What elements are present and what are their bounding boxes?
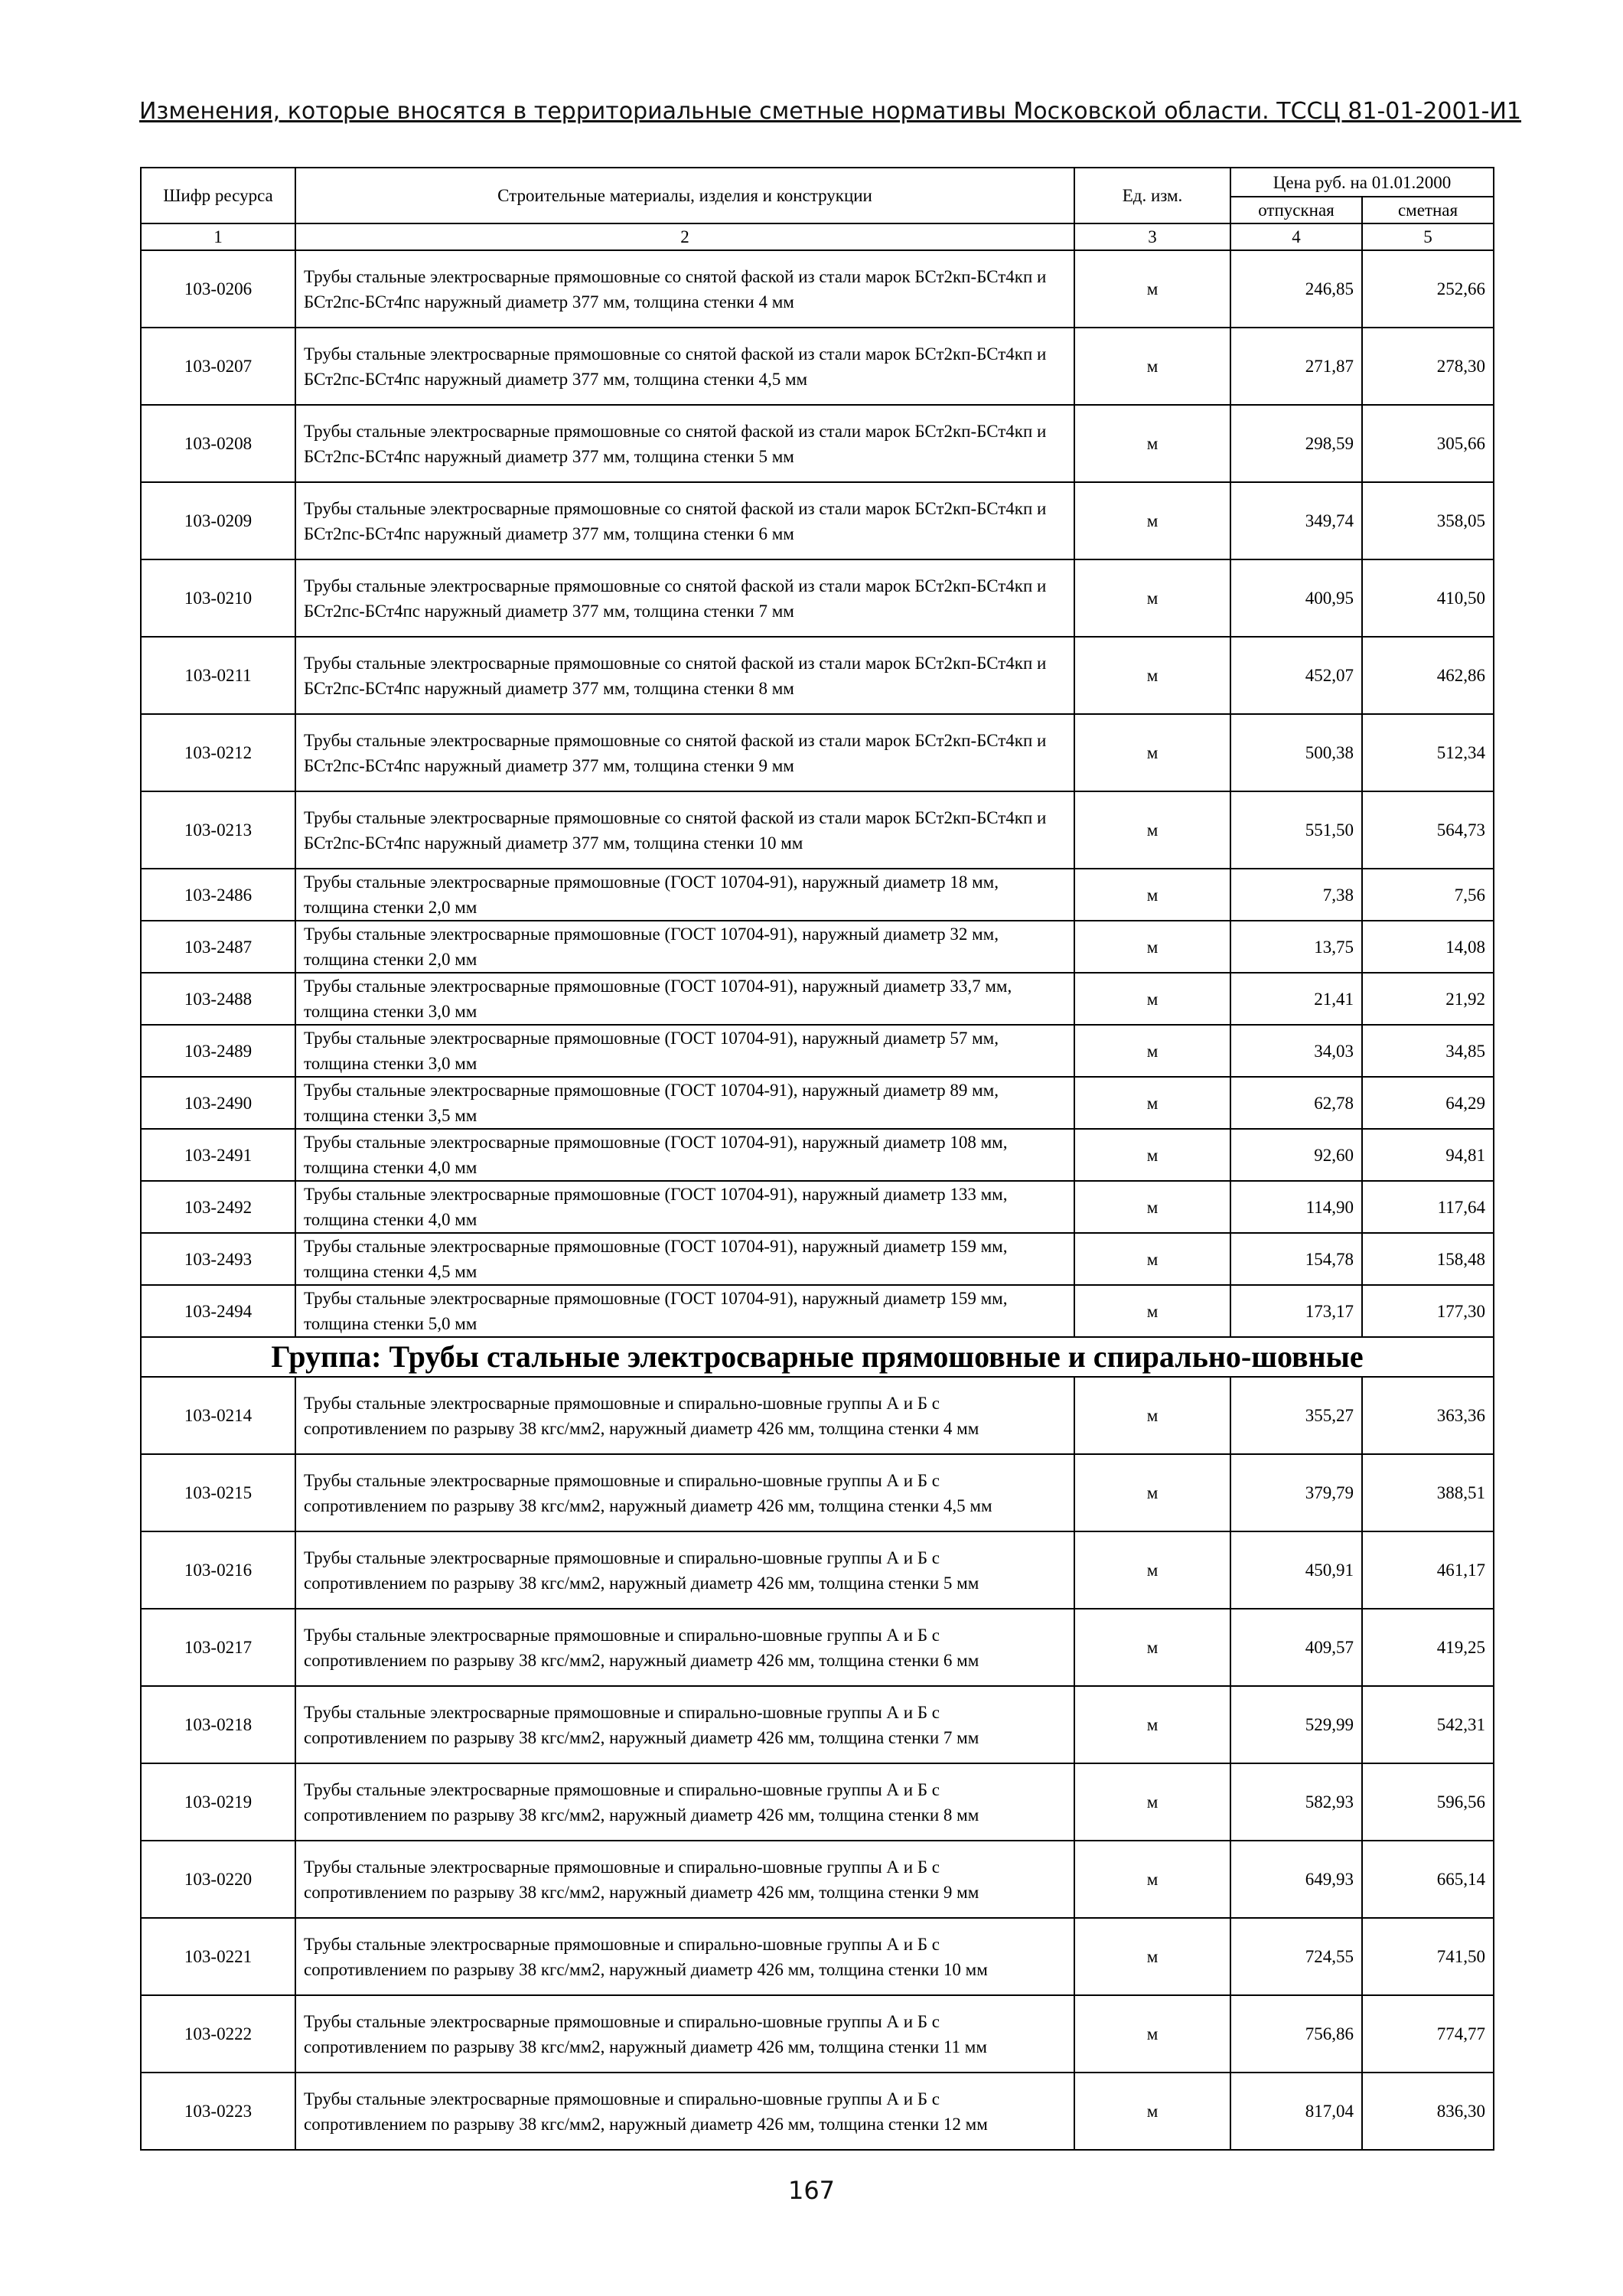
release-price: 13,75 — [1230, 921, 1362, 973]
resource-description: Трубы стальные электросварные прямошовные со снятой фаской из стали марок БСт2кп-БСт4кп и БСт2пс-БСт4пс наружный диаметр 377 мм, толщина стенки 4 мм — [295, 250, 1074, 328]
resource-code: 103-0207 — [141, 328, 295, 405]
header-row — [141, 168, 1494, 197]
resource-code: 103-0221 — [141, 1918, 295, 1995]
table-row — [141, 328, 1494, 405]
release-price: 298,59 — [1230, 405, 1362, 482]
resource-code: 103-2487 — [141, 921, 295, 973]
unit-of-measure: м — [1074, 1609, 1230, 1686]
unit-of-measure: м — [1074, 973, 1230, 1025]
unit-of-measure: м — [1074, 250, 1230, 328]
estimate-price: 410,50 — [1362, 559, 1494, 637]
estimate-price: 252,66 — [1362, 250, 1494, 328]
release-price: 349,74 — [1230, 482, 1362, 559]
resource-code: 103-2491 — [141, 1129, 295, 1181]
unit-of-measure: м — [1074, 1025, 1230, 1077]
estimate-price: 358,05 — [1362, 482, 1494, 559]
estimate-price: 388,51 — [1362, 1454, 1494, 1531]
release-price: 114,90 — [1230, 1181, 1362, 1233]
resource-code: 103-0213 — [141, 791, 295, 869]
estimate-price: 278,30 — [1362, 328, 1494, 405]
resource-code: 103-2488 — [141, 973, 295, 1025]
column-number: 2 — [295, 223, 1074, 250]
resource-code: 103-0210 — [141, 559, 295, 637]
table-row — [141, 1377, 1494, 1454]
column-header-unit: Ед. изм. — [1074, 168, 1230, 223]
table-row — [141, 405, 1494, 482]
resource-code: 103-0220 — [141, 1841, 295, 1918]
table-row — [141, 921, 1494, 973]
unit-of-measure: м — [1074, 1918, 1230, 1995]
resource-description: Трубы стальные электросварные прямошовные (ГОСТ 10704-91), наружный диаметр 108 мм, толщина стенки 4,0 мм — [295, 1129, 1074, 1181]
resource-description: Трубы стальные электросварные прямошовные и спирально-шовные группы А и Б с сопротивлением по разрыву 38 кгс/мм2, наружный диаметр 426 мм, толщина стенки 12 мм — [295, 2073, 1074, 2150]
column-number: 1 — [141, 223, 295, 250]
resource-code: 103-2490 — [141, 1077, 295, 1129]
unit-of-measure: м — [1074, 714, 1230, 791]
release-price: 450,91 — [1230, 1531, 1362, 1609]
unit-of-measure: м — [1074, 1377, 1230, 1454]
unit-of-measure: м — [1074, 328, 1230, 405]
unit-of-measure: м — [1074, 1077, 1230, 1129]
column-header-estimate-price: сметная — [1362, 197, 1494, 223]
resource-code: 103-0216 — [141, 1531, 295, 1609]
resource-description: Трубы стальные электросварные прямошовные и спирально-шовные группы А и Б с сопротивлением по разрыву 38 кгс/мм2, наружный диаметр 426 мм, толщина стенки 4,5 мм — [295, 1454, 1074, 1531]
resource-code: 103-0219 — [141, 1763, 295, 1841]
table-row — [141, 1181, 1494, 1233]
estimate-price: 665,14 — [1362, 1841, 1494, 1918]
estimate-price: 14,08 — [1362, 921, 1494, 973]
column-number: 3 — [1074, 223, 1230, 250]
release-price: 62,78 — [1230, 1077, 1362, 1129]
estimate-price: 564,73 — [1362, 791, 1494, 869]
release-price: 34,03 — [1230, 1025, 1362, 1077]
resource-description: Трубы стальные электросварные прямошовные (ГОСТ 10704-91), наружный диаметр 89 мм, толщина стенки 3,5 мм — [295, 1077, 1074, 1129]
resource-description: Трубы стальные электросварные прямошовные (ГОСТ 10704-91), наружный диаметр 133 мм, толщина стенки 4,0 мм — [295, 1181, 1074, 1233]
table-row — [141, 1285, 1494, 1337]
resource-description: Трубы стальные электросварные прямошовные и спирально-шовные группы А и Б с сопротивлением по разрыву 38 кгс/мм2, наружный диаметр 426 мм, толщина стенки 5 мм — [295, 1531, 1074, 1609]
resource-code: 103-0223 — [141, 2073, 295, 2150]
unit-of-measure: м — [1074, 1454, 1230, 1531]
column-header-name: Строительные материалы, изделия и конструкции — [295, 168, 1074, 223]
unit-of-measure: м — [1074, 1763, 1230, 1841]
release-price: 500,38 — [1230, 714, 1362, 791]
resource-code: 103-0208 — [141, 405, 295, 482]
resource-code: 103-2492 — [141, 1181, 295, 1233]
resource-description: Трубы стальные электросварные прямошовные и спирально-шовные группы А и Б с сопротивлением по разрыву 38 кгс/мм2, наружный диаметр 426 мм, толщина стенки 11 мм — [295, 1995, 1074, 2073]
price-table-body — [141, 168, 1494, 2150]
resource-description: Трубы стальные электросварные прямошовные со снятой фаской из стали марок БСт2кп-БСт4кп и БСт2пс-БСт4пс наружный диаметр 377 мм, толщина стенки 4,5 мм — [295, 328, 1074, 405]
release-price: 271,87 — [1230, 328, 1362, 405]
table-row — [141, 637, 1494, 714]
table-row — [141, 1077, 1494, 1129]
table-row — [141, 1763, 1494, 1841]
resource-code: 103-0212 — [141, 714, 295, 791]
table-row — [141, 2073, 1494, 2150]
page-header-title: Изменения, которые вносятся в территориальные сметные нормативы Московской области. ТССЦ 81-01-2001-И1 — [139, 98, 1522, 125]
unit-of-measure: м — [1074, 559, 1230, 637]
estimate-price: 596,56 — [1362, 1763, 1494, 1841]
release-price: 529,99 — [1230, 1686, 1362, 1763]
resource-code: 103-0214 — [141, 1377, 295, 1454]
estimate-price: 64,29 — [1362, 1077, 1494, 1129]
resource-description: Трубы стальные электросварные прямошовные со снятой фаской из стали марок БСт2кп-БСт4кп и БСт2пс-БСт4пс наружный диаметр 377 мм, толщина стенки 10 мм — [295, 791, 1074, 869]
estimate-price: 774,77 — [1362, 1995, 1494, 2073]
unit-of-measure: м — [1074, 1129, 1230, 1181]
estimate-price: 117,64 — [1362, 1181, 1494, 1233]
release-price: 92,60 — [1230, 1129, 1362, 1181]
unit-of-measure: м — [1074, 1995, 1230, 2073]
table-row — [141, 1129, 1494, 1181]
estimate-price: 7,56 — [1362, 869, 1494, 921]
unit-of-measure: м — [1074, 1233, 1230, 1285]
unit-of-measure: м — [1074, 482, 1230, 559]
estimate-price: 461,17 — [1362, 1531, 1494, 1609]
table-row — [141, 1995, 1494, 2073]
table-row — [141, 1531, 1494, 1609]
unit-of-measure: м — [1074, 1686, 1230, 1763]
estimate-price: 512,34 — [1362, 714, 1494, 791]
unit-of-measure: м — [1074, 405, 1230, 482]
unit-of-measure: м — [1074, 637, 1230, 714]
group-heading: Группа: Трубы стальные электросварные прямошовные и спирально-шовные — [141, 1337, 1494, 1377]
unit-of-measure: м — [1074, 921, 1230, 973]
resource-description: Трубы стальные электросварные прямошовные и спирально-шовные группы А и Б с сопротивлением по разрыву 38 кгс/мм2, наружный диаметр 426 мм, толщина стенки 4 мм — [295, 1377, 1074, 1454]
release-price: 756,86 — [1230, 1995, 1362, 2073]
unit-of-measure: м — [1074, 2073, 1230, 2150]
release-price: 409,57 — [1230, 1609, 1362, 1686]
table-row — [141, 1609, 1494, 1686]
estimate-price: 177,30 — [1362, 1285, 1494, 1337]
release-price: 551,50 — [1230, 791, 1362, 869]
column-header-release-price: отпускная — [1230, 197, 1362, 223]
resource-code: 103-0217 — [141, 1609, 295, 1686]
column-header-code: Шифр ресурса — [141, 168, 295, 223]
release-price: 582,93 — [1230, 1763, 1362, 1841]
unit-of-measure: м — [1074, 1841, 1230, 1918]
column-header-price-group: Цена руб. на 01.01.2000 — [1230, 168, 1494, 197]
estimate-price: 419,25 — [1362, 1609, 1494, 1686]
unit-of-measure: м — [1074, 791, 1230, 869]
estimate-price: 94,81 — [1362, 1129, 1494, 1181]
resource-description: Трубы стальные электросварные прямошовные со снятой фаской из стали марок БСт2кп-БСт4кп и БСт2пс-БСт4пс наружный диаметр 377 мм, толщина стенки 6 мм — [295, 482, 1074, 559]
resource-description: Трубы стальные электросварные прямошовные (ГОСТ 10704-91), наружный диаметр 33,7 мм, толщина стенки 3,0 мм — [295, 973, 1074, 1025]
estimate-price: 836,30 — [1362, 2073, 1494, 2150]
table-row — [141, 1918, 1494, 1995]
resource-description: Трубы стальные электросварные прямошовные и спирально-шовные группы А и Б с сопротивлением по разрыву 38 кгс/мм2, наружный диаметр 426 мм, толщина стенки 8 мм — [295, 1763, 1074, 1841]
table-row — [141, 559, 1494, 637]
estimate-price: 158,48 — [1362, 1233, 1494, 1285]
table-row — [141, 1233, 1494, 1285]
resource-code: 103-0222 — [141, 1995, 295, 2073]
table-row — [141, 791, 1494, 869]
unit-of-measure: м — [1074, 869, 1230, 921]
estimate-price: 462,86 — [1362, 637, 1494, 714]
table-row — [141, 1025, 1494, 1077]
resource-code: 103-0209 — [141, 482, 295, 559]
column-number: 4 — [1230, 223, 1362, 250]
table-row — [141, 482, 1494, 559]
estimate-price: 34,85 — [1362, 1025, 1494, 1077]
column-number: 5 — [1362, 223, 1494, 250]
resource-description: Трубы стальные электросварные прямошовные (ГОСТ 10704-91), наружный диаметр 18 мм, толщина стенки 2,0 мм — [295, 869, 1074, 921]
table-row — [141, 1841, 1494, 1918]
resource-description: Трубы стальные электросварные прямошовные и спирально-шовные группы А и Б с сопротивлением по разрыву 38 кгс/мм2, наружный диаметр 426 мм, толщина стенки 7 мм — [295, 1686, 1074, 1763]
unit-of-measure: м — [1074, 1531, 1230, 1609]
release-price: 452,07 — [1230, 637, 1362, 714]
resource-description: Трубы стальные электросварные прямошовные и спирально-шовные группы А и Б с сопротивлением по разрыву 38 кгс/мм2, наружный диаметр 426 мм, толщина стенки 6 мм — [295, 1609, 1074, 1686]
release-price: 7,38 — [1230, 869, 1362, 921]
estimate-price: 21,92 — [1362, 973, 1494, 1025]
resource-code: 103-0218 — [141, 1686, 295, 1763]
resource-code: 103-0211 — [141, 637, 295, 714]
column-number-row — [141, 223, 1494, 250]
table-row — [141, 973, 1494, 1025]
release-price: 154,78 — [1230, 1233, 1362, 1285]
table-row — [141, 714, 1494, 791]
release-price: 817,04 — [1230, 2073, 1362, 2150]
resource-description: Трубы стальные электросварные прямошовные (ГОСТ 10704-91), наружный диаметр 57 мм, толщина стенки 3,0 мм — [295, 1025, 1074, 1077]
resource-description: Трубы стальные электросварные прямошовные и спирально-шовные группы А и Б с сопротивлением по разрыву 38 кгс/мм2, наружный диаметр 426 мм, толщина стенки 9 мм — [295, 1841, 1074, 1918]
release-price: 173,17 — [1230, 1285, 1362, 1337]
release-price: 246,85 — [1230, 250, 1362, 328]
resource-description: Трубы стальные электросварные прямошовные (ГОСТ 10704-91), наружный диаметр 159 мм, толщина стенки 5,0 мм — [295, 1285, 1074, 1337]
release-price: 355,27 — [1230, 1377, 1362, 1454]
release-price: 379,79 — [1230, 1454, 1362, 1531]
resource-description: Трубы стальные электросварные прямошовные и спирально-шовные группы А и Б с сопротивлением по разрыву 38 кгс/мм2, наружный диаметр 426 мм, толщина стенки 10 мм — [295, 1918, 1074, 1995]
price-table — [140, 167, 1494, 2151]
estimate-price: 305,66 — [1362, 405, 1494, 482]
resource-code: 103-2489 — [141, 1025, 295, 1077]
resource-description: Трубы стальные электросварные прямошовные со снятой фаской из стали марок БСт2кп-БСт4кп и БСт2пс-БСт4пс наружный диаметр 377 мм, толщина стенки 5 мм — [295, 405, 1074, 482]
resource-description: Трубы стальные электросварные прямошовные (ГОСТ 10704-91), наружный диаметр 32 мм, толщина стенки 2,0 мм — [295, 921, 1074, 973]
resource-description: Трубы стальные электросварные прямошовные со снятой фаской из стали марок БСт2кп-БСт4кп и БСт2пс-БСт4пс наружный диаметр 377 мм, толщина стенки 8 мм — [295, 637, 1074, 714]
release-price: 21,41 — [1230, 973, 1362, 1025]
resource-code: 103-2493 — [141, 1233, 295, 1285]
resource-code: 103-2486 — [141, 869, 295, 921]
estimate-price: 363,36 — [1362, 1377, 1494, 1454]
resource-description: Трубы стальные электросварные прямошовные со снятой фаской из стали марок БСт2кп-БСт4кп и БСт2пс-БСт4пс наружный диаметр 377 мм, толщина стенки 9 мм — [295, 714, 1074, 791]
release-price: 649,93 — [1230, 1841, 1362, 1918]
table-row — [141, 1686, 1494, 1763]
estimate-price: 741,50 — [1362, 1918, 1494, 1995]
resource-code: 103-0206 — [141, 250, 295, 328]
table-row — [141, 1454, 1494, 1531]
release-price: 724,55 — [1230, 1918, 1362, 1995]
release-price: 400,95 — [1230, 559, 1362, 637]
page-number: 167 — [787, 2176, 836, 2205]
table-row — [141, 869, 1494, 921]
resource-description: Трубы стальные электросварные прямошовные со снятой фаской из стали марок БСт2кп-БСт4кп и БСт2пс-БСт4пс наружный диаметр 377 мм, толщина стенки 7 мм — [295, 559, 1074, 637]
group-heading-row — [141, 1337, 1494, 1377]
resource-code: 103-0215 — [141, 1454, 295, 1531]
resource-description: Трубы стальные электросварные прямошовные (ГОСТ 10704-91), наружный диаметр 159 мм, толщина стенки 4,5 мм — [295, 1233, 1074, 1285]
estimate-price: 542,31 — [1362, 1686, 1494, 1763]
unit-of-measure: м — [1074, 1181, 1230, 1233]
unit-of-measure: м — [1074, 1285, 1230, 1337]
table-row — [141, 250, 1494, 328]
resource-code: 103-2494 — [141, 1285, 295, 1337]
